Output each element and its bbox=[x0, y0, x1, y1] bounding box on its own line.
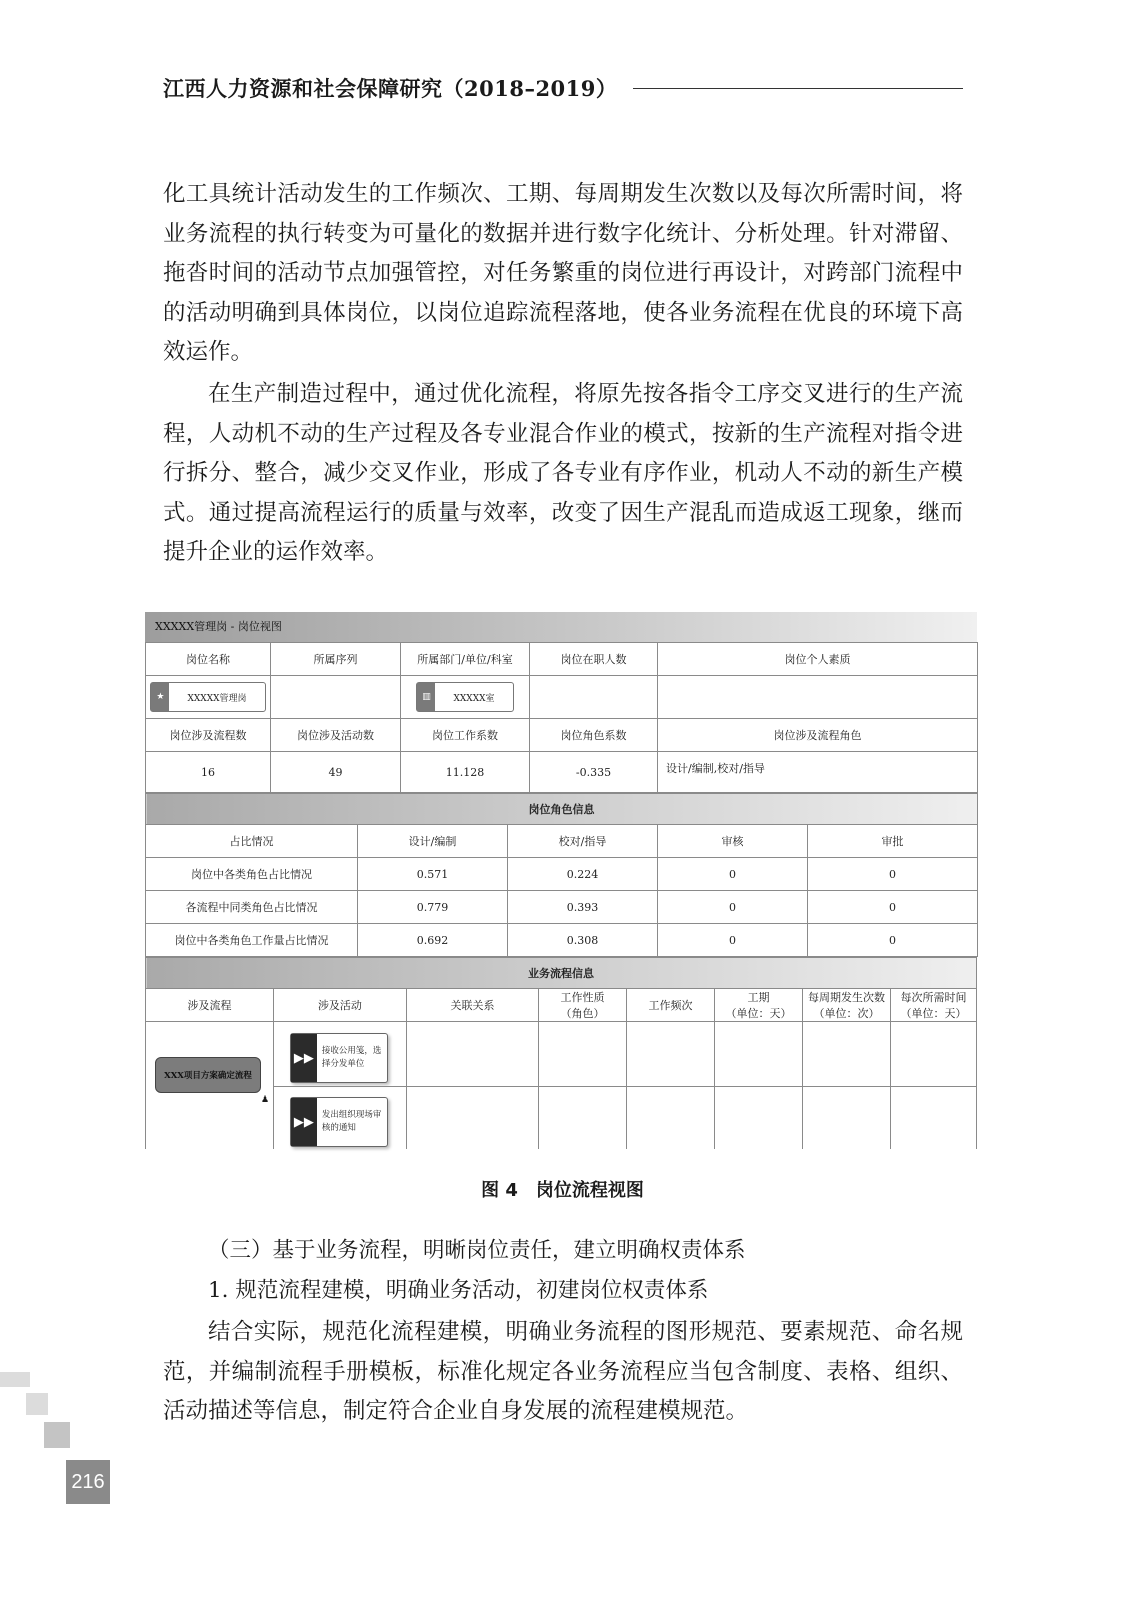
header-title: 江西人力资源和社会保障研究（2018–2019） bbox=[163, 76, 618, 101]
header-line: 工期 bbox=[747, 991, 770, 1004]
figure-caption: 图 4 岗位流程视图 bbox=[481, 1180, 644, 1201]
header-rule bbox=[633, 88, 963, 89]
cell bbox=[714, 1087, 802, 1150]
header-cell: 涉及活动 bbox=[273, 989, 406, 1022]
activity-cell bbox=[273, 1087, 406, 1150]
activity-box[interactable] bbox=[290, 1033, 388, 1083]
header-cell: 审核 bbox=[658, 825, 808, 858]
header-cell: 岗位个人素质 bbox=[658, 643, 978, 676]
decorative-block bbox=[26, 1393, 48, 1415]
running-header bbox=[163, 73, 963, 109]
cell bbox=[714, 1022, 802, 1087]
header-cell: 所属序列 bbox=[271, 643, 401, 676]
post-view-figure bbox=[145, 612, 977, 1164]
cell bbox=[802, 1022, 890, 1087]
star-icon: ★ bbox=[151, 683, 169, 711]
header-cell: 岗位涉及活动数 bbox=[271, 719, 401, 752]
cell: 0 bbox=[808, 858, 978, 891]
figure-title-bar: XXXXX管理岗 - 岗位视图 bbox=[145, 612, 977, 642]
value-cell: 设计/编制,校对/指导 bbox=[658, 752, 978, 793]
cell: 0.571 bbox=[358, 858, 508, 891]
header-cell: 岗位工作系数 bbox=[401, 719, 530, 752]
value-cell: 16 bbox=[146, 752, 271, 793]
header-cell: 岗位在职人数 bbox=[530, 643, 658, 676]
cell bbox=[890, 1022, 976, 1087]
fast-forward-icon: ▶▶ bbox=[291, 1098, 317, 1146]
header-cell: 所属部门/单位/科室 bbox=[401, 643, 530, 676]
cell: 0 bbox=[658, 924, 808, 957]
dept-name: XXXXX室 bbox=[453, 693, 495, 704]
cell: 0.308 bbox=[508, 924, 658, 957]
value-cell: -0.335 bbox=[530, 752, 658, 793]
table-row bbox=[146, 924, 978, 957]
cell: 岗位中各类角色工作量占比情况 bbox=[146, 924, 358, 957]
section-header: 岗位角色信息 bbox=[146, 794, 978, 825]
section-heading: （三）基于业务流程，明晰岗位责任，建立明确权责体系 bbox=[208, 1238, 746, 1263]
activity-cell bbox=[273, 1022, 406, 1087]
activity-label: 发出组织现场审核的通知 bbox=[321, 1110, 382, 1133]
header-line: （单位：次） bbox=[813, 1007, 880, 1020]
body-paragraph-1: 化工具统计活动发生的工作频次、工期、每周期发生次数以及每次所需时间，将业务流程的执行转变为可量化的数据并进行数字化统计、分析处理。针对滞留、拖沓时间的活动节点加强管控，对任务繁重的岗位进行再设计，对跨部门流程中的活动明确到具体岗位，以岗位追踪流程落地，使各业务流程在优良的环境下高效运作。 bbox=[163, 181, 963, 365]
cell bbox=[626, 1022, 714, 1087]
table-row bbox=[146, 858, 978, 891]
cell bbox=[538, 1087, 626, 1150]
person-icon: ♟ bbox=[261, 1095, 270, 1105]
header-cell: 工作频次 bbox=[626, 989, 714, 1022]
cell: 0.224 bbox=[508, 858, 658, 891]
body-paragraph-2: 在生产制造过程中，通过优化流程，将原先按各指令工序交叉进行的生产流程，人动机不动的生产过程及各专业混合作业的模式，按新的生产流程对指令进行拆分、整合，减少交叉作业，形成了各专业有序作业，机动人不动的新生产模式。通过提高流程运行的质量与效率，改变了因生产混乱而造成返工现象，继而提升企业的运作效率。 bbox=[163, 381, 963, 565]
header-cell: 设计/编制 bbox=[358, 825, 508, 858]
value-cell: 11.128 bbox=[401, 752, 530, 793]
table-row bbox=[146, 891, 978, 924]
post-name: XXXXX管理岗 bbox=[187, 693, 247, 704]
quality-cell bbox=[658, 676, 978, 719]
cell: 岗位中各类角色占比情况 bbox=[146, 858, 358, 891]
header-line: （角色） bbox=[560, 1007, 605, 1020]
post-name-cell bbox=[146, 676, 271, 719]
header-cell bbox=[890, 989, 976, 1022]
cell: 0 bbox=[808, 924, 978, 957]
header-line: （单位：天） bbox=[725, 1007, 792, 1020]
decorative-block bbox=[44, 1422, 70, 1448]
building-icon: ▥ bbox=[417, 683, 435, 711]
header-line: 每周期发生次数 bbox=[807, 991, 885, 1004]
sequence-cell bbox=[271, 676, 401, 719]
body-paragraph-3: 结合实际，规范化流程建模，明确业务流程的图形规范、要素规范、命名规范，并编制流程手册模板，标准化规定各业务流程应当包含制度、表格、组织、活动描述等信息，制定符合企业自身发展的流程建模规范。 bbox=[163, 1319, 963, 1424]
cell bbox=[626, 1087, 714, 1150]
header-cell: 校对/指导 bbox=[508, 825, 658, 858]
header-cell bbox=[802, 989, 890, 1022]
page-number: 216 bbox=[66, 1460, 110, 1504]
subsection-heading: 1. 规范流程建模，明确业务活动，初建岗位权责体系 bbox=[208, 1278, 709, 1303]
post-info-table bbox=[145, 642, 978, 793]
section-header: 业务流程信息 bbox=[146, 958, 977, 989]
cell: 0.779 bbox=[358, 891, 508, 924]
process-box[interactable]: XXX项目方案确定流程 bbox=[155, 1057, 261, 1093]
header-cell: 岗位涉及流程数 bbox=[146, 719, 271, 752]
header-line: 每次所需时间 bbox=[900, 991, 967, 1004]
process-info-table bbox=[145, 957, 977, 1149]
header-cell: 岗位角色系数 bbox=[530, 719, 658, 752]
cell: 0.393 bbox=[508, 891, 658, 924]
header-cell: 岗位名称 bbox=[146, 643, 271, 676]
activity-label: 接收公用笺，选择分发单位 bbox=[321, 1046, 382, 1069]
header-cell bbox=[538, 989, 626, 1022]
header-cell: 岗位涉及流程角色 bbox=[658, 719, 978, 752]
header-cell: 涉及流程 bbox=[146, 989, 274, 1022]
cell: 各流程中同类角色占比情况 bbox=[146, 891, 358, 924]
value-cell: 49 bbox=[271, 752, 401, 793]
cell bbox=[802, 1087, 890, 1150]
dept-cell bbox=[401, 676, 530, 719]
headcount-cell bbox=[530, 676, 658, 719]
cell: 0 bbox=[808, 891, 978, 924]
cell: 0.692 bbox=[358, 924, 508, 957]
header-cell: 关联关系 bbox=[406, 989, 538, 1022]
fast-forward-icon: ▶▶ bbox=[291, 1034, 317, 1082]
header-cell: 审批 bbox=[808, 825, 978, 858]
header-line: 工作性质 bbox=[560, 991, 605, 1004]
cell bbox=[538, 1022, 626, 1087]
dept-chip[interactable] bbox=[416, 682, 513, 712]
post-name-chip[interactable] bbox=[150, 682, 265, 712]
cell bbox=[406, 1022, 538, 1087]
cell: 0 bbox=[658, 891, 808, 924]
header-line: （单位：天） bbox=[900, 1007, 967, 1020]
header-cell: 占比情况 bbox=[146, 825, 358, 858]
header-cell bbox=[714, 989, 802, 1022]
cell bbox=[890, 1087, 976, 1150]
cell: 0 bbox=[658, 858, 808, 891]
activity-box[interactable] bbox=[290, 1097, 388, 1147]
decorative-block bbox=[0, 1372, 30, 1387]
cell bbox=[406, 1087, 538, 1150]
role-info-table bbox=[145, 793, 978, 957]
